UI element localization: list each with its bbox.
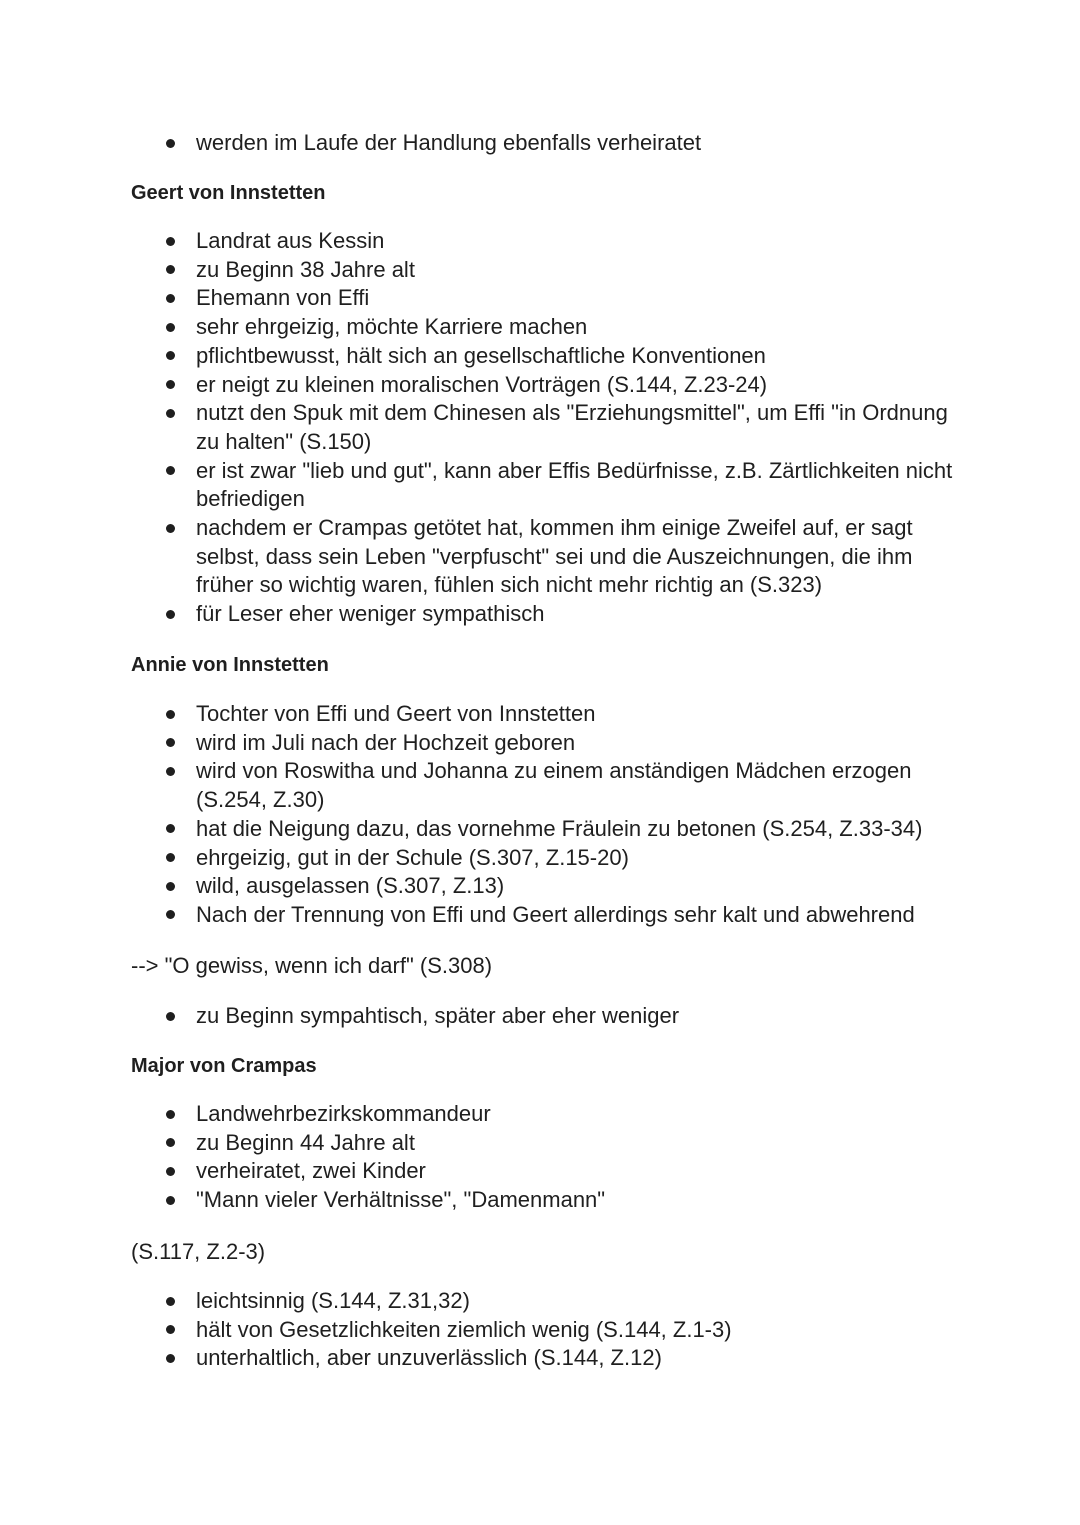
list-item: sehr ehrgeizig, möchte Karriere machen [0,313,956,342]
list-item: leichtsinnig (S.144, Z.31,32) [0,1287,956,1316]
bullet-icon [166,1110,175,1119]
bullet-icon [166,610,175,619]
list-item: zu Beginn 44 Jahre alt [0,1129,956,1158]
list-item: hat die Neigung dazu, das vornehme Fräulein zu betonen (S.254, Z.33-34) [0,815,956,844]
list-item: zu Beginn sympahtisch, später aber eher weniger [0,1002,956,1031]
list-item: "Mann vieler Verhältnisse", "Damenmann" [0,1186,956,1215]
bullet-icon [166,1354,175,1363]
bullet-icon [166,1167,175,1176]
list-item: nutzt den Spuk mit dem Chinesen als "Erziehungsmittel", um Effi "in Ordnung zu halten" (S.150) [0,399,956,456]
list-item: wird von Roswitha und Johanna zu einem anständigen Mädchen erzogen (S.254, Z.30) [0,757,956,814]
list-item: Tochter von Effi und Geert von Innstetten [0,700,956,729]
bullet-icon [166,882,175,891]
bullet-icon [166,738,175,747]
list-item: für Leser eher weniger sympathisch [0,600,956,629]
bullet-icon [166,237,175,246]
intro-list [0,129,1080,158]
list-item: wild, ausgelassen (S.307, Z.13) [0,872,956,901]
list-item: wird im Juli nach der Hochzeit geboren [0,729,956,758]
annie-list [0,700,1080,930]
annie-list-after [0,1002,1080,1031]
list-item: nachdem er Crampas getötet hat, kommen ihm einige Zweifel auf, er sagt selbst, dass sein Leben "verpfuscht" sei und die Auszeichnungen, die ihm früher so wichtig waren, fühlen sich nicht mehr richtig an (S.323) [0,514,956,600]
bullet-icon [166,323,175,332]
bullet-icon [166,409,175,418]
bullet-icon [166,824,175,833]
annie-quote-note: --> "O gewiss, wenn ich darf" (S.308) [131,953,493,978]
bullet-icon [166,1012,175,1021]
crampas-source-note: (S.117, Z.2-3) [131,1239,266,1264]
bullet-icon [166,1138,175,1147]
list-item: ehrgeizig, gut in der Schule (S.307, Z.15-20) [0,844,956,873]
list-item: Ehemann von Effi [0,284,956,313]
bullet-icon [166,265,175,274]
bullet-icon [166,710,175,719]
bullet-icon [166,1325,175,1334]
bullet-icon [166,294,175,303]
list-item: hält von Gesetzlichkeiten ziemlich wenig (S.144, Z.1-3) [0,1316,956,1345]
list-item: unterhaltlich, aber unzuverlässlich (S.144, Z.12) [0,1344,956,1373]
section-heading-crampas: Major von Crampas [131,1055,317,1077]
bullet-icon [166,853,175,862]
bullet-icon [166,1297,175,1306]
list-item: er neigt zu kleinen moralischen Vorträgen (S.144, Z.23-24) [0,371,956,400]
geert-list [0,227,1080,629]
list-item: zu Beginn 38 Jahre alt [0,256,956,285]
list-item: Landwehrbezirkskommandeur [0,1100,956,1129]
bullet-icon [166,1196,175,1205]
list-item: werden im Laufe der Handlung ebenfalls verheiratet [0,129,956,158]
section-heading-annie: Annie von Innstetten [131,654,329,676]
crampas-list-after [0,1287,1080,1373]
list-item: Landrat aus Kessin [0,227,956,256]
list-item: er ist zwar "lieb und gut", kann aber Effis Bedürfnisse, z.B. Zärtlichkeiten nicht befriedigen [0,457,956,514]
bullet-icon [166,466,175,475]
bullet-icon [166,767,175,776]
bullet-icon [166,380,175,389]
list-item: pflichtbewusst, hält sich an gesellschaftliche Konventionen [0,342,956,371]
crampas-list [0,1100,1080,1215]
section-heading-geert: Geert von Innstetten [131,182,326,204]
bullet-icon [166,524,175,533]
list-item: Nach der Trennung von Effi und Geert allerdings sehr kalt und abwehrend [0,901,956,930]
list-item: verheiratet, zwei Kinder [0,1157,956,1186]
bullet-icon [166,139,175,148]
bullet-icon [166,351,175,360]
bullet-icon [166,910,175,919]
